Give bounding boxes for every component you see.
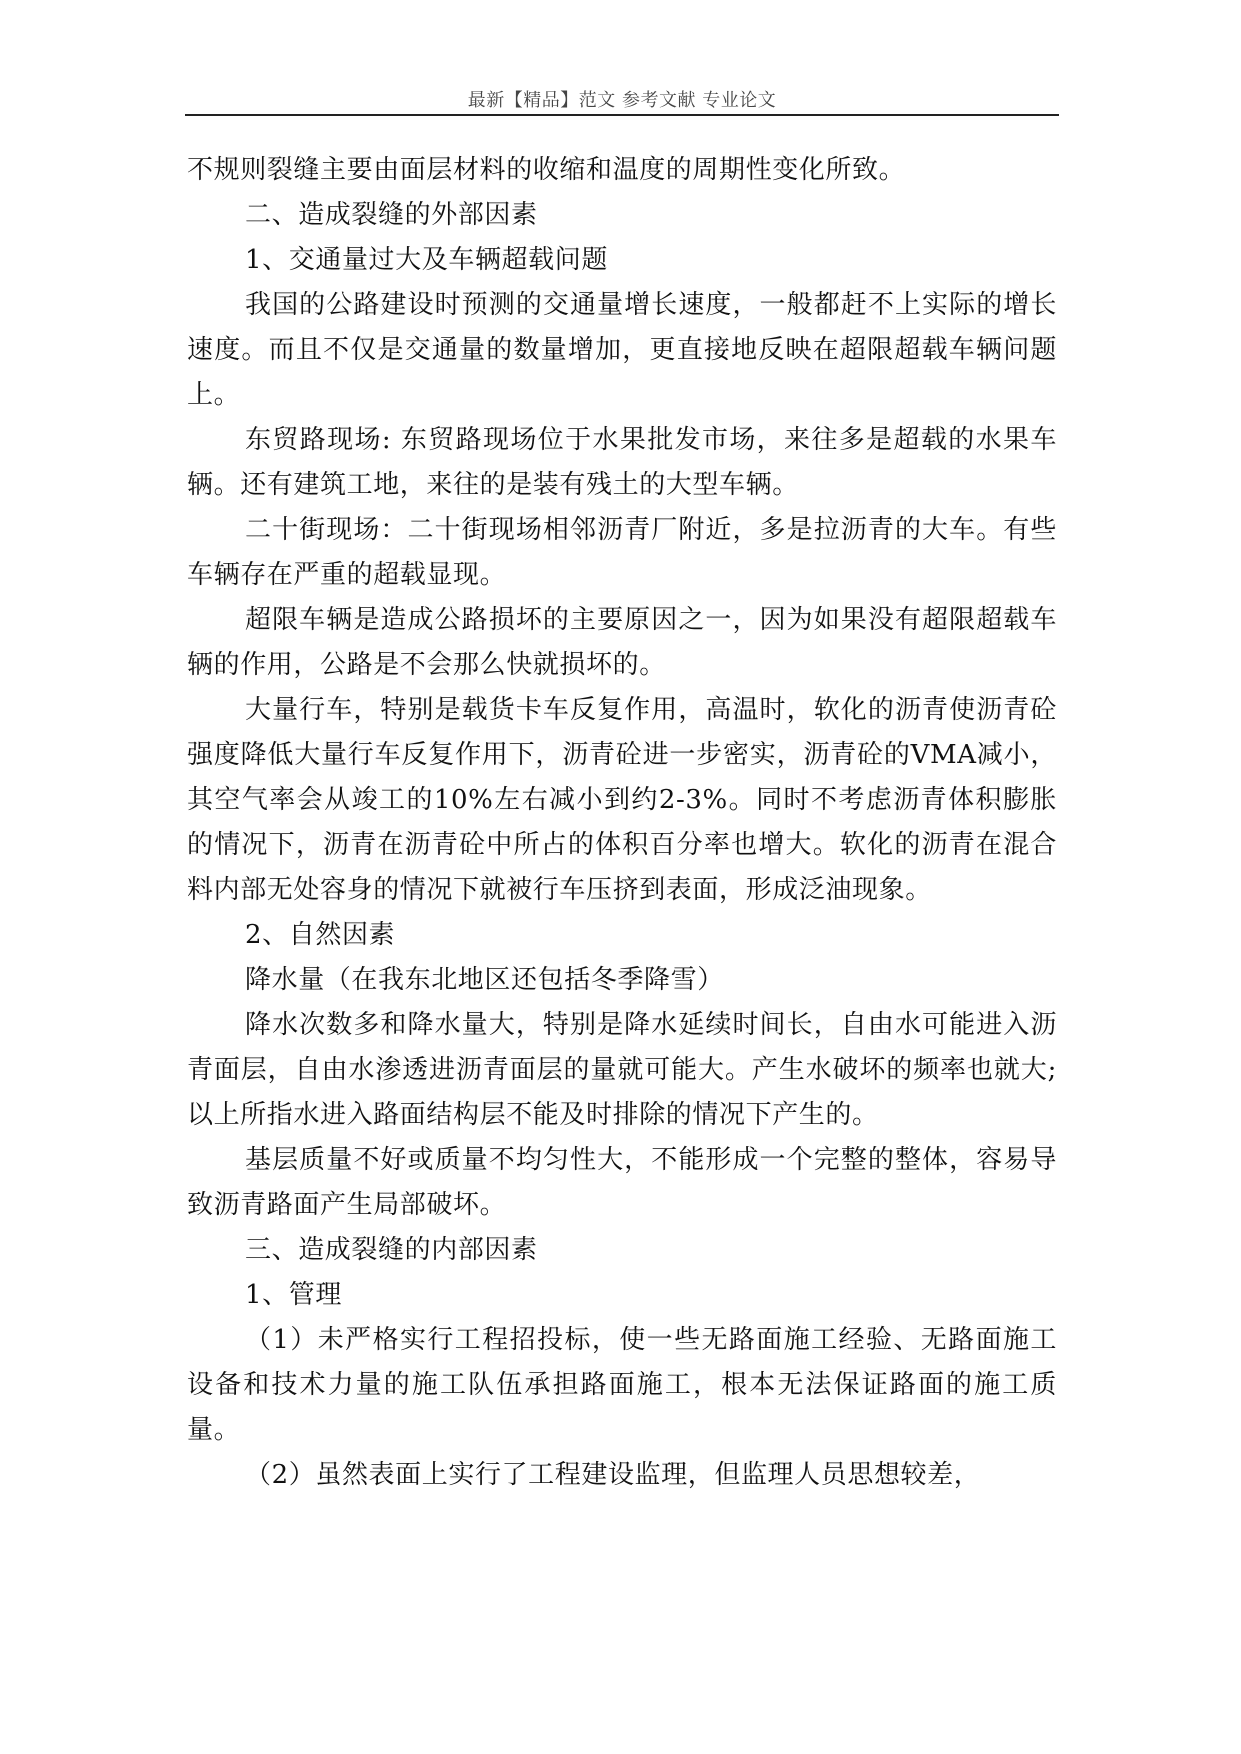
subheading-management: 1、管理	[245, 1280, 342, 1310]
section-heading-internal-factors: 三、造成裂缝的内部因素	[245, 1235, 538, 1265]
page-header: 最新【精品】范文 参考文献 专业论文	[467, 90, 777, 111]
paragraph-traffic-growth: 我国的公路建设时预测的交通量增长速度，一般都赶不上实际的增长速度。而且不仅是交通量的数量增加，更直接地反映在超限超载车辆问题上。	[187, 290, 1057, 410]
paragraph-overlimit-vehicles: 超限车辆是造成公路损坏的主要原因之一，因为如果没有超限超载车辆的作用，公路是不会那么快就损坏的。	[187, 605, 1057, 680]
paragraph-base-quality: 基层质量不好或质量不均匀性大，不能形成一个完整的整体，容易导致沥青路面产生局部破坏。	[187, 1145, 1057, 1220]
paragraph-heavy-traffic: 大量行车，特别是载货卡车反复作用，高温时，软化的沥青使沥青砼强度降低大量行车反复作用下，沥青砼进一步密实，沥青砼的VMA减小，其空气率会从竣工的10%左右减小到约2-3%。同时不考虑沥青体积膨胀的情况下，沥青在沥青砼中所占的体积百分率也增大。软化的沥青在混合料内部无处容身的情况下就被行车压挤到表面，形成泛油现象。	[187, 695, 1057, 905]
paragraph-precipitation: 降水量（在我东北地区还包括冬季降雪）	[245, 965, 724, 995]
header-divider	[185, 114, 1059, 116]
paragraph-water-damage: 降水次数多和降水量大，特别是降水延续时间长，自由水可能进入沥青面层，自由水渗透进沥青面层的量就可能大。产生水破坏的频率也就大; 以上所指水进入路面结构层不能及时排除的情况下产生的。	[187, 1010, 1057, 1130]
paragraph-bidding: （1）未严格实行工程招投标，使一些无路面施工经验、无路面施工设备和技术力量的施工队伍承担路面施工，根本无法保证路面的施工质量。	[187, 1325, 1057, 1445]
subheading-traffic-overload: 1、交通量过大及车辆超载问题	[245, 245, 608, 275]
section-heading-external-factors: 二、造成裂缝的外部因素	[245, 200, 538, 230]
paragraph-supervision: （2）虽然表面上实行了工程建设监理，但监理人员思想较差，	[245, 1460, 981, 1490]
paragraph-1: 不规则裂缝主要由面层材料的收缩和温度的周期性变化所致。	[187, 155, 906, 185]
subheading-natural-factors: 2、自然因素	[245, 920, 396, 950]
paragraph-ershi-street: 二十街现场：二十街现场相邻沥青厂附近，多是拉沥青的大车。有些车辆存在严重的超载显现。	[187, 515, 1057, 590]
document-body	[187, 148, 1057, 1498]
paragraph-donmao-road: 东贸路现场: 东贸路现场位于水果批发市场，来往多是超载的水果车辆。还有建筑工地，来往的是装有残土的大型车辆。	[187, 425, 1057, 500]
